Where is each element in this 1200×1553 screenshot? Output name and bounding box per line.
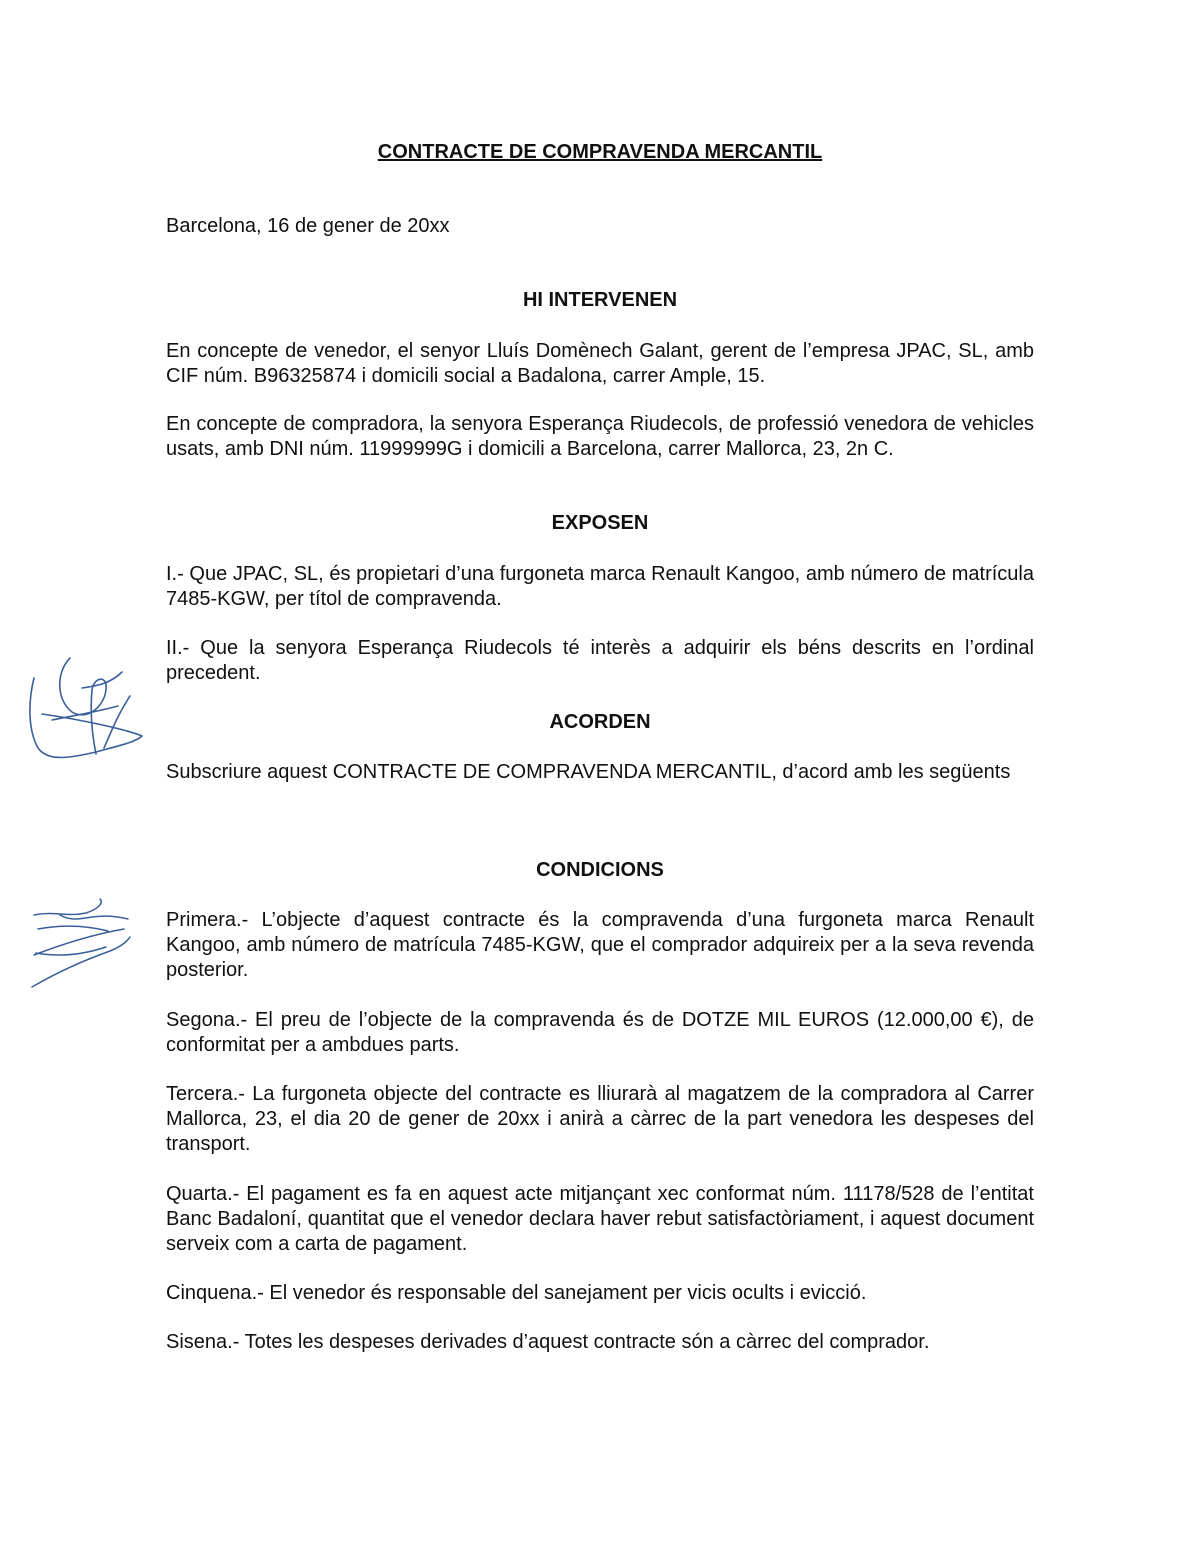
condition-cinquena: Cinquena.- El venedor és responsable del sanejament per vicis ocults i evicció. (166, 1282, 867, 1304)
paragraph-seller: En concepte de venedor, el senyor Lluís Domènech Galant, gerent de l’empresa JPAC, SL, amb CIF núm. B96325874 i domicili social a Badalona, carrer Ample, 15. (166, 340, 1034, 387)
heading-acorden: ACORDEN (549, 711, 651, 733)
signature-buyer (30, 895, 140, 995)
condition-primera: Primera.- L’objecte d’aquest contracte és la compravenda d’una furgoneta marca Renault Kangoo, amb número de matrícula 7485-KGW, que el comprador adquireix per a la seva revenda posterior. (166, 909, 1034, 981)
place-date: Barcelona, 16 de gener de 20xx (166, 215, 450, 237)
contract-title: CONTRACTE DE COMPRAVENDA MERCANTIL (377, 141, 823, 163)
signature-seller (22, 650, 152, 765)
condition-tercera: Tercera.- La furgoneta objecte del contracte es lliurarà al magatzem de la compradora al Carrer Mallorca, 23, el dia 20 de gener de 20xx i anirà a càrrec de la part venedora les despeses del transport. (166, 1083, 1034, 1155)
paragraph-exposen-2: II.- Que la senyora Esperança Riudecols té interès a adquirir els béns descrits en l’ordinal precedent. (166, 637, 1034, 684)
paragraph-buyer: En concepte de compradora, la senyora Esperança Riudecols, de professió venedora de vehicles usats, amb DNI núm. 11999999G i domicili a Barcelona, carrer Mallorca, 23, 2n C. (166, 413, 1034, 460)
paragraph-exposen-1: I.- Que JPAC, SL, és propietari d’una furgoneta marca Renault Kangoo, amb número de matrícula 7485-KGW, per títol de compravenda. (166, 563, 1034, 610)
condition-sisena: Sisena.- Totes les despeses derivades d’aquest contracte són a càrrec del comprador. (166, 1331, 930, 1353)
condition-quarta: Quarta.- El pagament es fa en aquest acte mitjançant xec conformat núm. 11178/528 de l’entitat Banc Badaloní, quantitat que el venedor declara haver rebut satisfactòriament, i aquest document serveix com a carta de pagament. (166, 1183, 1034, 1255)
heading-condicions: CONDICIONS (536, 859, 664, 881)
condition-segona: Segona.- El preu de l’objecte de la compravenda és de DOTZE MIL EUROS (12.000,00 €), de conformitat per a ambdues parts. (166, 1009, 1034, 1056)
heading-exposen: EXPOSEN (551, 512, 649, 534)
heading-intervenen: HI INTERVENEN (522, 289, 678, 311)
paragraph-acorden: Subscriure aquest CONTRACTE DE COMPRAVENDA MERCANTIL, d’acord amb les següents (166, 761, 1011, 783)
